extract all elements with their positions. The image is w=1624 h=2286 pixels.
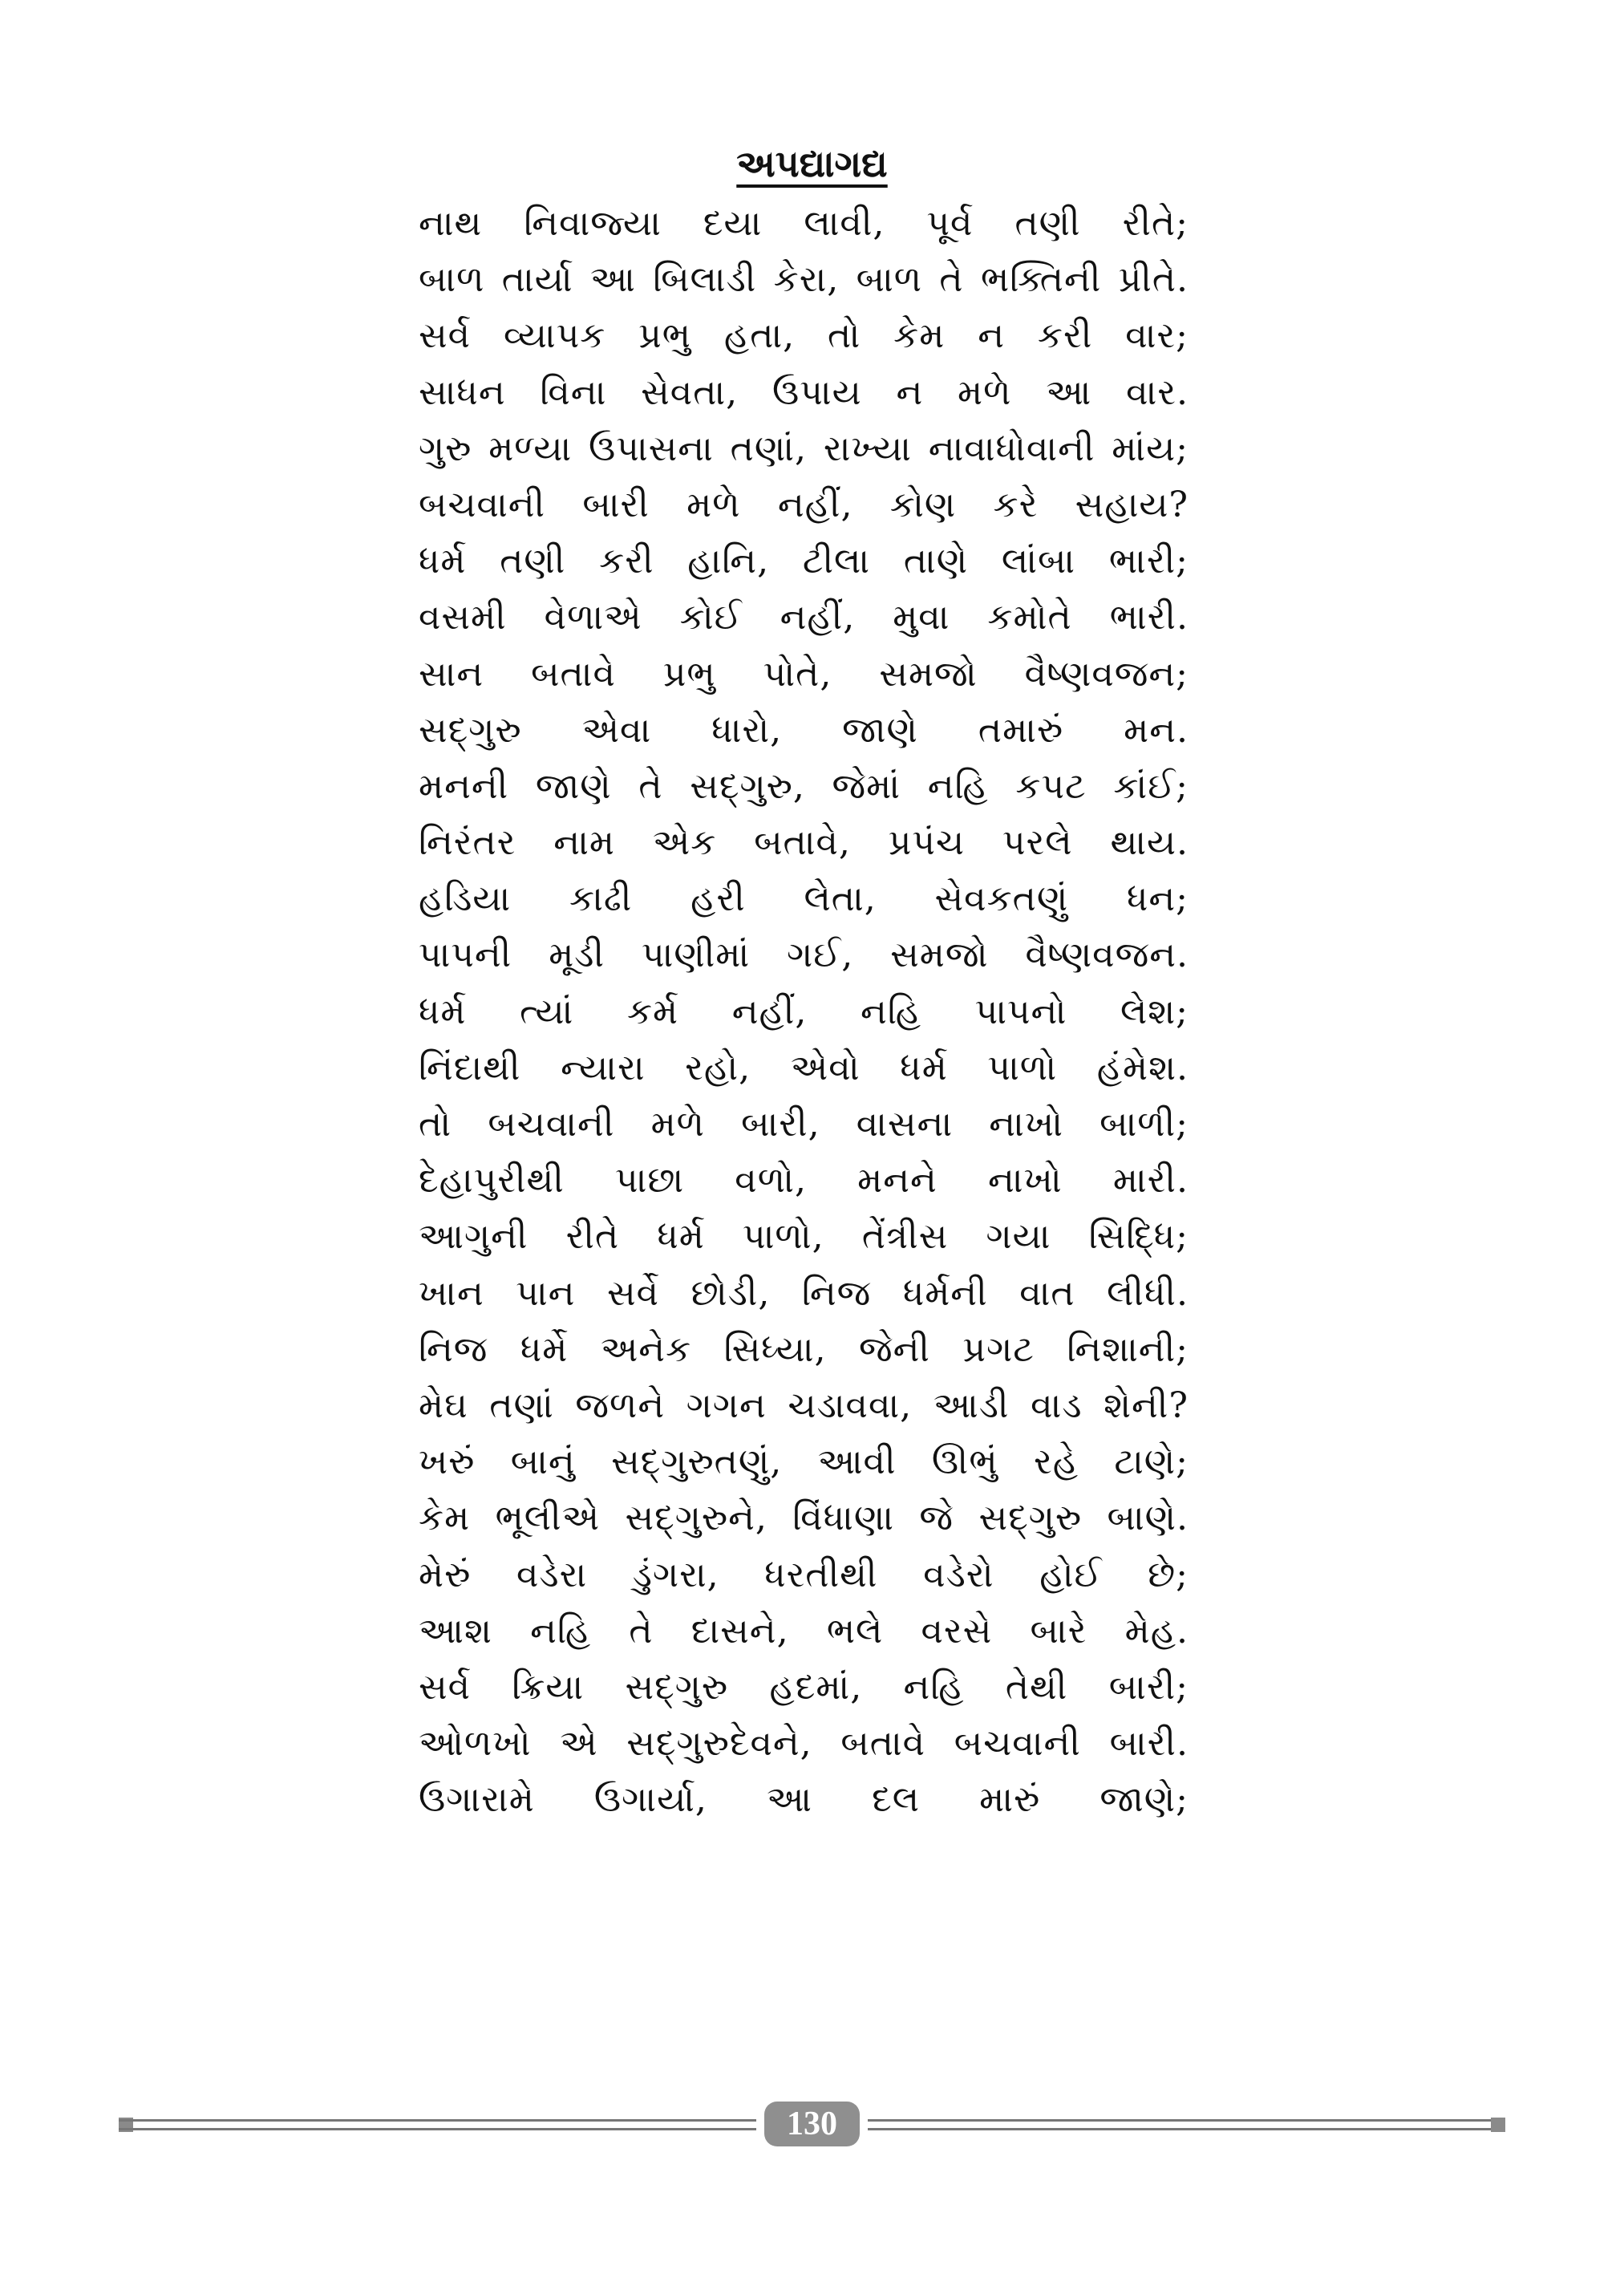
page-number: 130 [764,2102,860,2146]
verse-line: સાધન વિના સેવતા, ઉપાય ન મળે આ વાર. [419,371,1189,413]
verse-line: સર્વ વ્યાપક પ્રભુ હતા, તો કેમ ન કરી વાર; [419,315,1189,357]
verse-line: મનની જાણે તે સદ્‌ગુરુ, જેમાં નહિ કપટ કાંઈ; [419,765,1189,807]
verse-line: ધર્મ ત્યાં કર્મ નહીં, નહિ પાપનો લેશ; [419,991,1189,1032]
verse-line: સાન બતાવે પ્રભુ પોતે, સમજો વૈષ્ણવજન; [419,653,1189,695]
verse-block [419,196,1189,1828]
verse-line: સદ્‌ગુરુ એવા ધારો, જાણે તમારું મન. [419,709,1189,751]
verse-line: ગુરુ મળ્યા ઉપાસના તણાં, રાખ્યા નાવાધોવાની માંય; [419,428,1189,469]
verse-line: કેમ ભૂલીએ સદ્‌ગુરુને, વિંધાણા જે સદ્‌ગુરુ બાણે. [419,1498,1189,1539]
verse-line: નિંદાથી ન્યારા રહો, એવો ધર્મ પાળો હંમેશ. [419,1047,1189,1088]
verse-line: આશ નહિ તે દાસને, ભલે વરસે બારે મેહ. [419,1610,1189,1652]
verse-line: નિરંતર નામ એક બતાવે, પ્રપંચ પરલે થાય. [419,822,1189,864]
page-footer [119,2100,1505,2151]
verse-line: ઉગારામે ઉગાર્યા, આ દલ મારું જાણે; [419,1779,1189,1821]
verse-line: હડિયા કાઢી હરી લેતા, સેવકતણું ધન; [419,878,1189,920]
footer-rule-left [119,2119,756,2130]
footer-square-ornament [1491,2118,1505,2132]
verse-line: સર્વ ક્રિયા સદ્‌ગુરુ હદમાં, નહિ તેથી બારી; [419,1666,1189,1708]
verse-line: ખરું બાનું સદ્‌ગુરુતણું, આવી ઊભું રહે ટાણે; [419,1441,1189,1483]
page-title: અપદ્યાગદ્ય [736,142,888,185]
verse-line: નિજ ધર્મે અનેક સિધ્યા, જેની પ્રગટ નિશાની; [419,1328,1189,1370]
verse-line: બચવાની બારી મળે નહીં, કોણ કરે સહાય? [419,484,1189,525]
verse-line: ધર્મ તણી કરી હાનિ, ટીલા તાણે લાંબા ભારી; [419,541,1189,582]
verse-line: આગુની રીતે ધર્મ પાળો, તેંત્રીસ ગયા સિદ્ધિ; [419,1216,1189,1258]
verse-line: મેઘ તણાં જળને ગગન ચડાવવા, આડી વાડ શેની? [419,1384,1189,1426]
verse-line: પાપની મૂડી પાણીમાં ગઈ, સમજો વૈષ્ણવજન. [419,934,1189,976]
verse-line: નાથ નિવાજ્યા દયા લાવી, પૂર્વ તણી રીતે; [419,203,1189,244]
verse-line: દેહાપુરીથી પાછા વળો, મનને નાખો મારી. [419,1160,1189,1202]
verse-line: તો બચવાની મળે બારી, વાસના નાખો બાળી; [419,1104,1189,1145]
verse-line: બાળ તાર્યા આ બિલાડી કેરા, બાળ તે ભક્તિની પ્રીતે. [419,259,1189,301]
verse-line: ખાન પાન સર્વે છોડી, નિજ ધર્મની વાત લીધી. [419,1272,1189,1314]
verse-line: વસમી વેળાએ કોઈ નહીં, મુવા કમોતે ભારી. [419,597,1189,638]
footer-rule-right [868,2119,1505,2130]
verse-line: ઓળખો એ સદ્‌ગુરુદેવને, બતાવે બચવાની બારી. [419,1723,1189,1765]
verse-line: મેરું વડેરા ડુંગરા, ધરતીથી વડેરો હોઈ છે; [419,1554,1189,1595]
